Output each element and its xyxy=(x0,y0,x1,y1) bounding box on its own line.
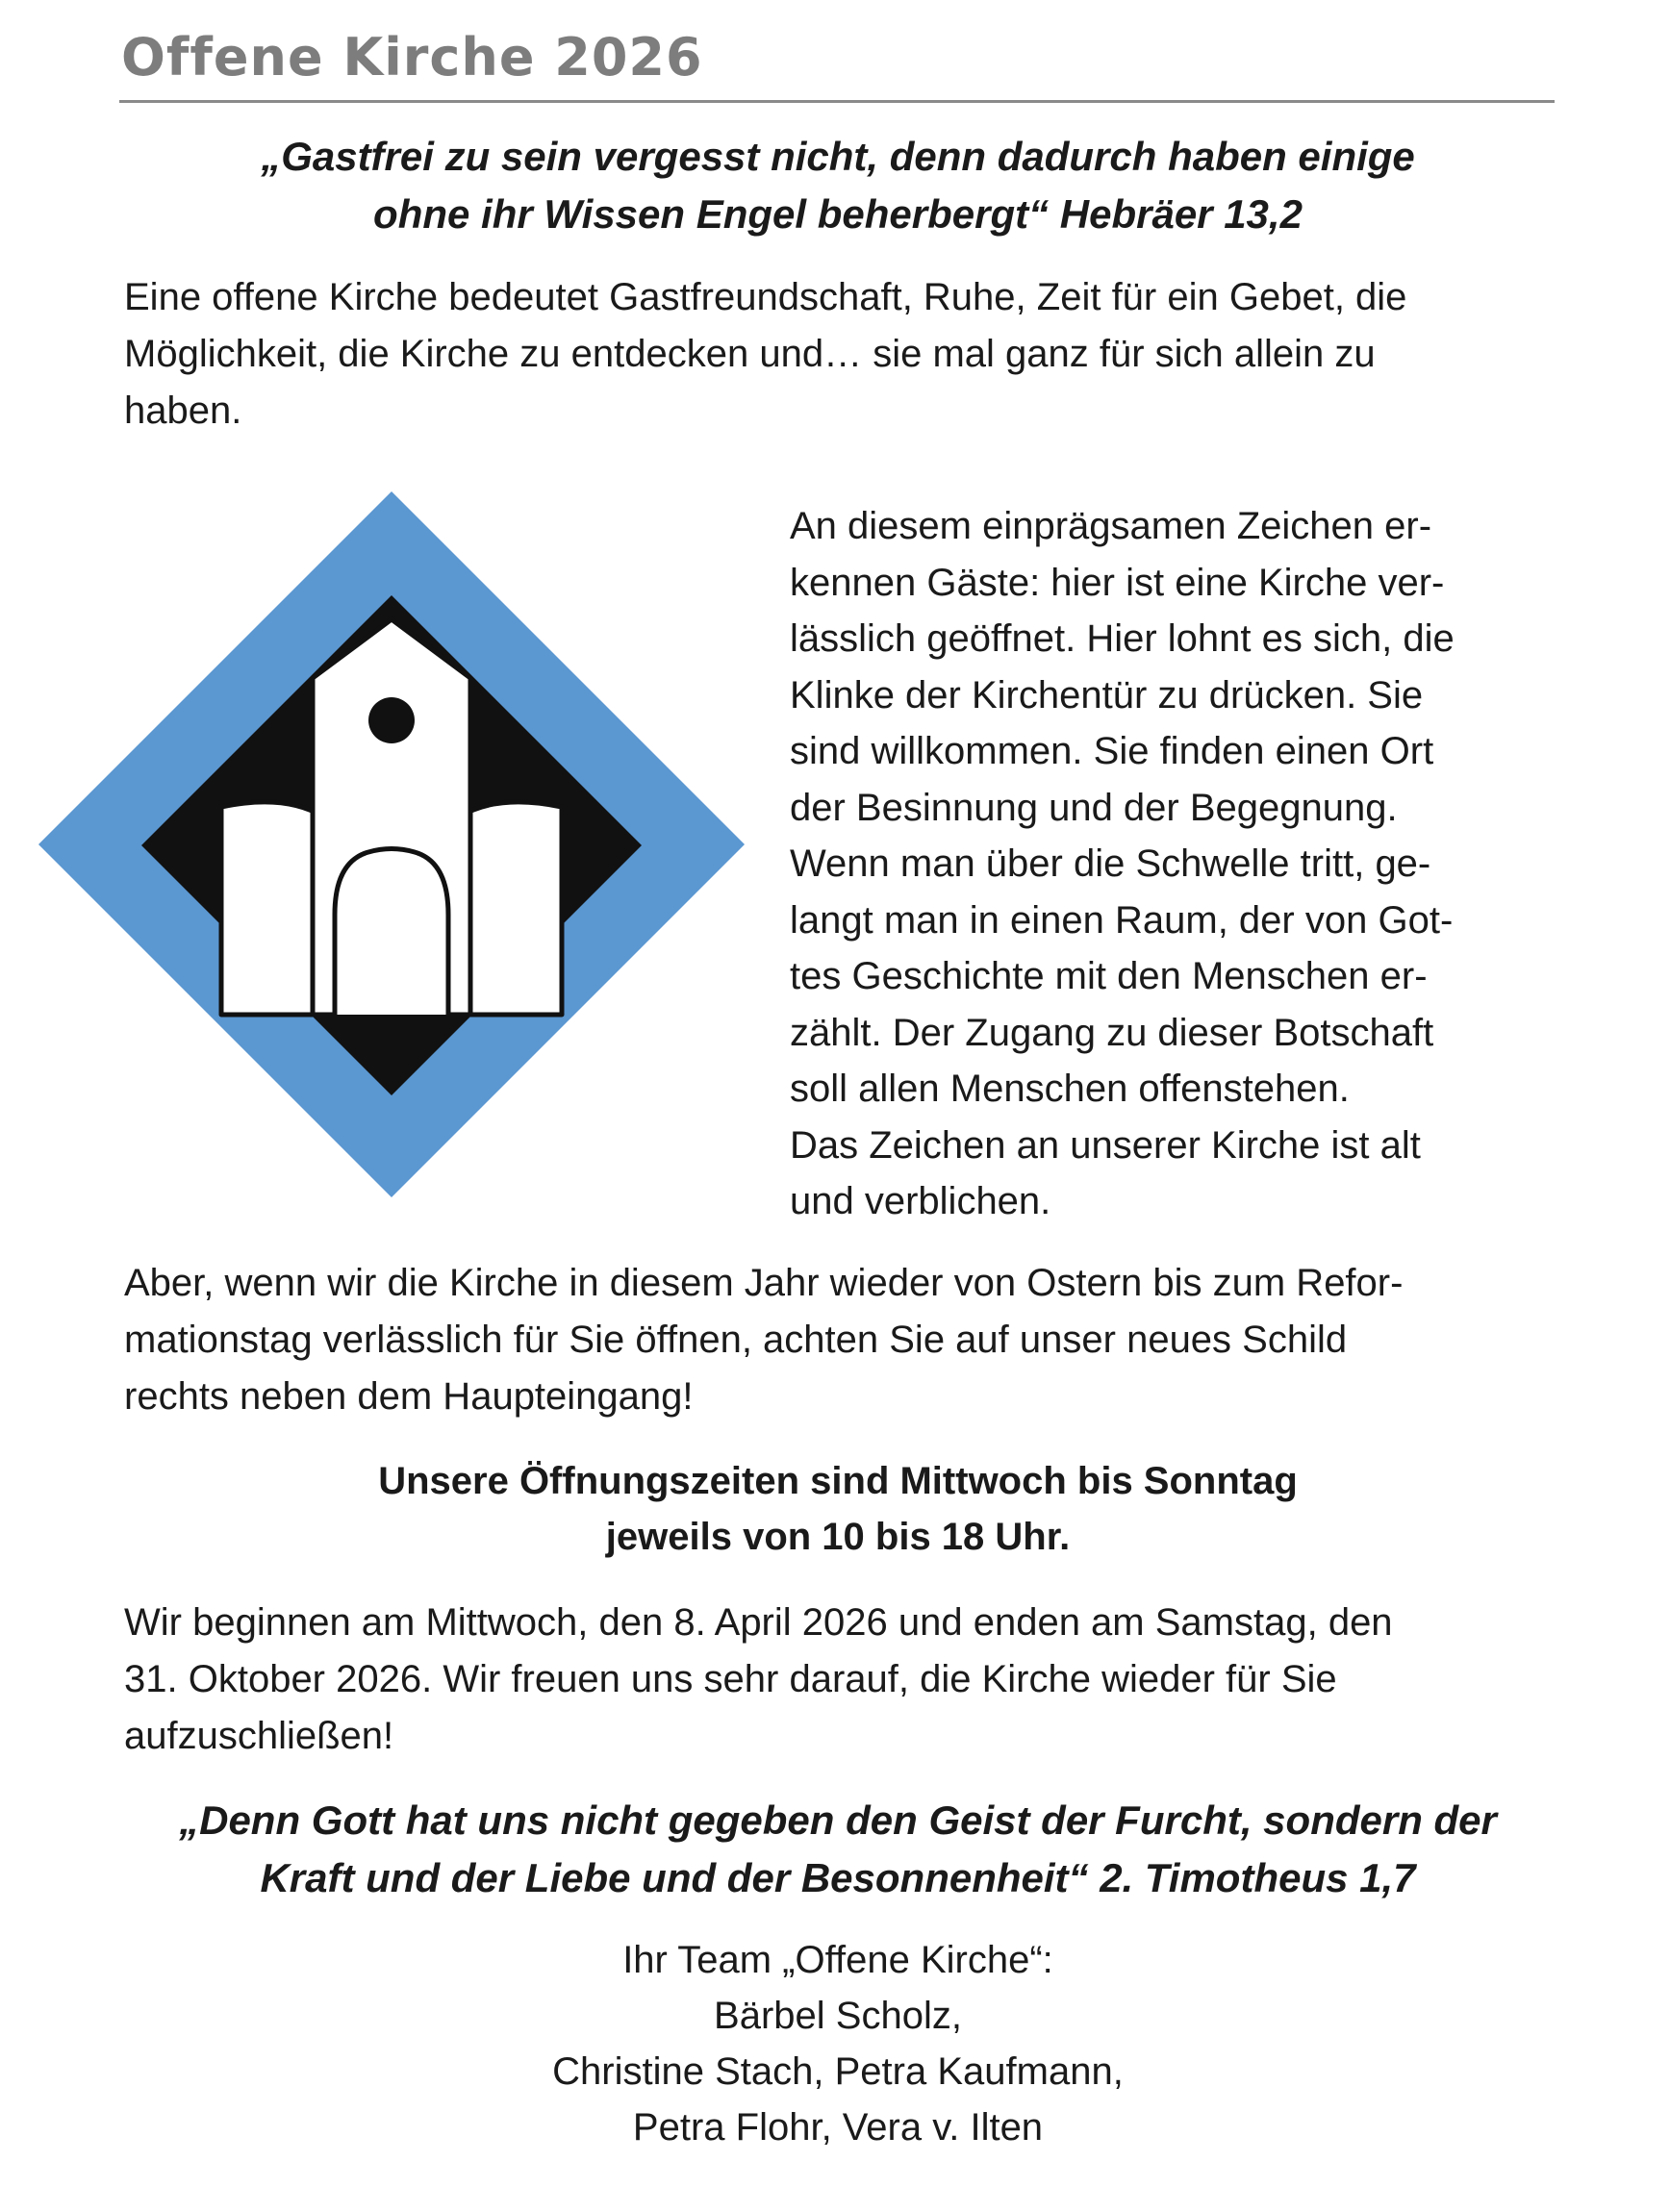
text-line: langt man in einen Raum, der von Got- xyxy=(790,898,1454,942)
sign-description xyxy=(790,498,1455,1230)
hours-line: jeweils von 10 bis 18 Uhr. xyxy=(605,1516,1071,1558)
text-line: der Besinnung und der Begegnung. xyxy=(790,786,1398,829)
new-sign-paragraph xyxy=(124,1255,1403,1425)
intro-paragraph xyxy=(124,269,1406,440)
text-line: Eine offene Kirche bedeutet Gastfreundschaft, Ruhe, Zeit für ein Gebet, die xyxy=(124,276,1407,318)
tower-window xyxy=(368,697,415,743)
text-line: Aber, wenn wir die Kirche in diesem Jahr wieder von Ostern bis zum Refor- xyxy=(124,1262,1404,1304)
text-line: Wir beginnen am Mittwoch, den 8. April 2026 und enden am Samstag, den xyxy=(124,1601,1393,1644)
team-member: Petra Flohr, Vera v. Ilten xyxy=(632,2106,1044,2149)
team-signature xyxy=(121,1932,1555,2155)
page-title: Offene Kirche 2026 xyxy=(121,27,703,88)
text-line: Klinke der Kirchentür zu drücken. Sie xyxy=(790,673,1424,716)
text-line: sind willkommen. Sie finden einen Ort xyxy=(790,730,1434,772)
text-line: kennen Gäste: hier ist eine Kirche ver- xyxy=(790,561,1445,604)
text-line: Wenn man über die Schwelle tritt, ge- xyxy=(790,842,1431,885)
text-line: aufzuschließen! xyxy=(124,1715,394,1757)
text-line: soll allen Menschen offenstehen. xyxy=(790,1068,1350,1110)
open-church-sign-icon xyxy=(38,491,745,1197)
text-line: 31. Oktober 2026. Wir freuen uns sehr darauf, die Kirche wieder für Sie xyxy=(124,1658,1337,1700)
text-line: zählt. Der Zugang zu dieser Botschaft xyxy=(790,1011,1434,1054)
text-line: tes Geschichte mit den Menschen er- xyxy=(790,955,1428,997)
text-line: mationstag verlässlich für Sie öffnen, achten Sie auf unser neues Schild xyxy=(124,1319,1348,1361)
timothy-quote xyxy=(121,1792,1555,1907)
quote-line: ohne ihr Wissen Engel beherbergt“ Hebräer 13,2 xyxy=(373,191,1303,237)
text-line: rechts neben dem Haupteingang! xyxy=(124,1375,694,1418)
quote-line: Kraft und der Liebe und der Besonnenheit“ 2. Timotheus 1,7 xyxy=(260,1855,1416,1900)
text-line: haben. xyxy=(124,390,242,432)
header-divider xyxy=(119,100,1555,103)
text-line: Das Zeichen an unserer Kirche ist alt xyxy=(790,1123,1421,1167)
text-line: lässlich geöffnet. Hier lohnt es sich, die xyxy=(790,617,1455,660)
quote-line: „Denn Gott hat uns nicht gegeben den Geist der Furcht, sondern der xyxy=(179,1797,1497,1843)
team-line: Ihr Team „Offene Kirche“: xyxy=(622,1939,1053,1981)
text-line: und verblichen. xyxy=(790,1180,1051,1222)
church-tower xyxy=(335,849,448,1016)
text-line: Möglichkeit, die Kirche zu entdecken und… sie mal ganz für sich allein zu xyxy=(124,333,1376,375)
text-line: An diesem einprägsamen Zeichen er- xyxy=(790,505,1432,547)
team-member: Bärbel Scholz, xyxy=(714,1995,962,2037)
hours-line: Unsere Öffnungszeiten sind Mittwoch bis Sonntag xyxy=(378,1460,1298,1502)
opening-hours xyxy=(121,1453,1555,1565)
hebrews-quote xyxy=(121,128,1555,243)
team-member: Christine Stach, Petra Kaufmann, xyxy=(552,2050,1124,2093)
quote-line: „Gastfrei zu sein vergesst nicht, denn dadurch haben einige xyxy=(261,134,1415,179)
dates-paragraph xyxy=(124,1595,1393,1765)
